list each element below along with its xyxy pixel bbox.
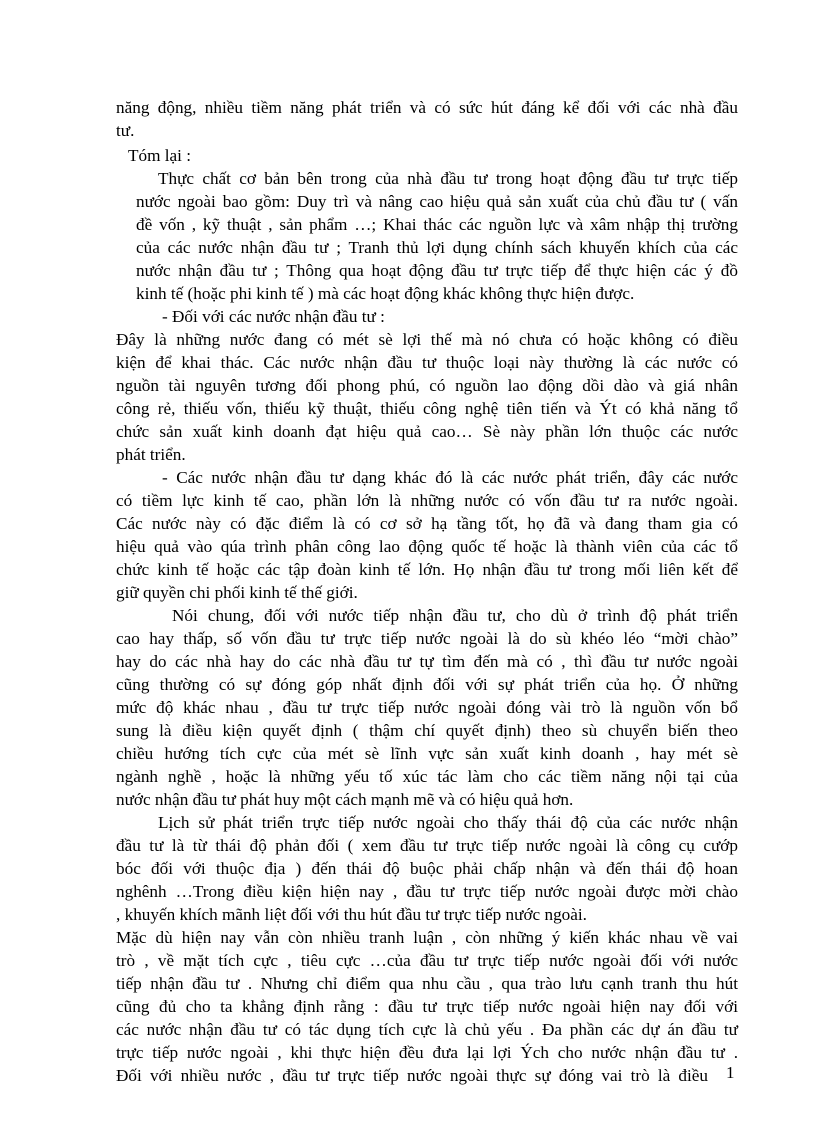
section-heading: Tóm lại : <box>128 146 192 165</box>
text-line: của các nước nhận đầu tư ; Tranh thủ lợi dụng chính sách khuyến khích của các <box>136 238 738 257</box>
text-line: đề vốn , kỹ thuật , sản phẩm …; Khai thác các nguồn lực và xâm nhập thị trường <box>136 215 738 234</box>
text-line: tư. <box>116 121 135 140</box>
text-line: có tiềm lực kinh tế cao, phần lớn là những nước có vốn đầu tư ra nước ngoài. <box>116 491 738 510</box>
text-line: trò , về mặt tích cực , tiêu cực …của đầu tư trực tiếp nước ngoài đối với nước <box>116 951 738 970</box>
text-line: mức độ khác nhau , đầu tư trực tiếp nước ngoài đóng vài trò là nguồn vốn bổ <box>116 698 738 717</box>
text-line: kiện để khai thác. Các nước nhận đầu tư thuộc loại này thường là các nước có <box>116 353 738 372</box>
page-number: 1 <box>726 1063 735 1082</box>
text-line: trực tiếp nước ngoài , khi thực hiện đều đưa lại lợi Ých cho nước nhận đầu tư . <box>116 1043 738 1062</box>
text-line: cao hay thấp, số vốn đầu tư trực tiếp nước ngoài là do sù khéo léo “mời chào” <box>116 629 738 648</box>
text-line: chức sản xuất kinh doanh đạt hiệu quả cao… Sè này phần lớn thuộc các nước <box>116 422 738 441</box>
text-line: các nước nhận đầu tư có tác dụng tích cực là chủ yếu . Đa phần các dự án đầu tư <box>116 1020 738 1039</box>
text-line: Mặc dù hiện nay vẫn còn nhiều tranh luận , còn những ý kiến khác nhau về vai <box>116 928 738 947</box>
text-line: hiệu quả vào qúa trình phân công lao động quốc tế hoặc là thành viên của các tổ <box>116 537 738 556</box>
text-line: Đây là những nước đang có mét sè lợi thế mà nó chưa có hoặc không có điều <box>116 330 738 349</box>
text-line: nước nhận đầu tư ; Thông qua hoạt động đầu tư trực tiếp để thực hiện các ý đồ <box>136 261 738 280</box>
text-line: Nói chung, đối với nước tiếp nhận đầu tư, cho dù ở trình độ phát triển <box>172 606 738 625</box>
text-line: Các nước này có đặc điểm là có cơ sở hạ tầng tốt, họ đã và đang tham gia có <box>116 514 738 533</box>
subheading: - Đối với các nước nhận đầu tư : <box>162 307 385 326</box>
text-line: chiều hướng tích cực của mét sè lĩnh vực sản xuất kinh doanh , hay mét sè <box>116 744 738 763</box>
text-line: cũng đủ cho ta khẳng định rằng : đầu tư trực tiếp nước ngoài hiện nay đối với <box>116 997 738 1016</box>
text-line: nghênh …Trong điều kiện hiện nay , đầu tư trực tiếp nước ngoài được mời chào <box>116 882 738 901</box>
text-line: tiếp nhận đầu tư . Nhưng chỉ điểm qua nhu cầu , qua trào lưu cạnh tranh thu hút <box>116 974 738 993</box>
text-line: hay do các nhà hay do các nhà đầu tư tự tìm đến mà có , thì đầu tư nước ngoài <box>116 652 738 671</box>
text-line: nước ngoài bao gồm: Duy trì và nâng cao hiệu quả sản xuất của chủ đầu tư ( vấn <box>136 192 738 211</box>
text-line: năng động, nhiều tiềm năng phát triển và có sức hút đáng kể đối với các nhà đầu <box>116 98 738 117</box>
text-line: , khuyến khích mãnh liệt đối với thu hút đầu tư trực tiếp nước ngoài. <box>116 905 587 924</box>
text-line: đầu tư là từ thái độ phản đối ( xem đầu tư trực tiếp nước ngoài là công cụ cướp <box>116 836 738 855</box>
text-line: Đối với nhiều nước , đầu tư trực tiếp nước ngoài thực sự đóng vai trò là điều <box>116 1066 708 1085</box>
text-line: Thực chất cơ bản bên trong của nhà đầu tư trong hoạt động đầu tư trực tiếp <box>158 169 738 188</box>
text-line: - Các nước nhận đầu tư dạng khác đó là các nước phát triển, đây các nước <box>162 468 738 487</box>
text-line: chức kinh tế hoặc các tập đoàn kinh tế lớn. Họ nhận đầu tư trong mối liên kết để <box>116 560 738 579</box>
text-line: cũng thường có sự đóng góp nhất định đối với sự phát triển của họ. Ở những <box>116 675 738 694</box>
text-line: phát triển. <box>116 445 186 464</box>
text-line: nước nhận đầu tư phát huy một cách mạnh mẽ và có hiệu quả hơn. <box>116 790 574 809</box>
text-line: nguồn tài nguyên tương đối phong phú, có nguồn lao động dồi dào và giá nhân <box>116 376 738 395</box>
text-line: sung là điều kiện quyết định ( thậm chí quyết định) theo sù chuyển biến theo <box>116 721 738 740</box>
text-line: kinh tế (hoặc phi kinh tế ) mà các hoạt động khác không thực hiện được. <box>136 284 635 303</box>
text-line: ngành nghề , hoặc là những yếu tố xúc tác làm cho các tiềm năng nội tại của <box>116 767 738 786</box>
text-line: bóc đối với thuộc địa ) đến thái độ buộc phải chấp nhận và đến thái độ hoan <box>116 859 738 878</box>
text-line: Lịch sử phát triển trực tiếp nước ngoài cho thấy thái độ của các nước nhận <box>158 813 738 832</box>
text-line: giữ quyền chi phối kinh tế thế giới. <box>116 583 358 602</box>
text-line: công rẻ, thiếu vốn, thiếu kỹ thuật, thiếu công nghệ tiên tiến và Ýt có khả năng tổ <box>116 399 738 418</box>
